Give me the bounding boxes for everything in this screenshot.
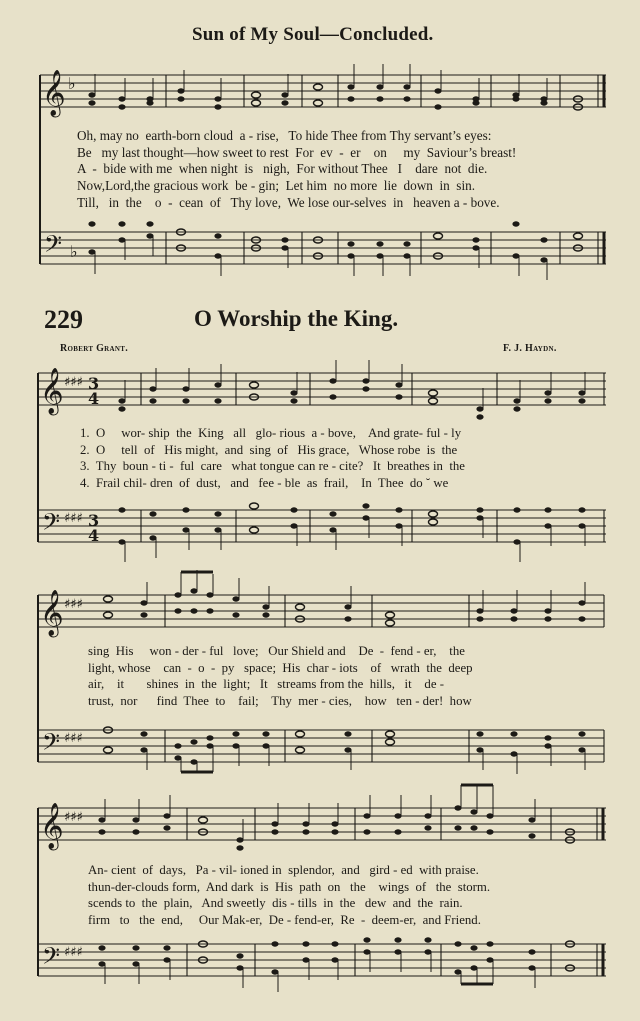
svg-text:𝄞: 𝄞 <box>42 70 66 116</box>
hymn-number: 229 <box>44 305 83 334</box>
hymn-system3-lyrics <box>88 862 490 928</box>
sun-verse-line: Till, in the o - cean of Thy love, We lose our-selves in heaven a - bove. <box>77 194 500 210</box>
svg-text:𝄢: 𝄢 <box>42 942 61 975</box>
svg-text:𝄞: 𝄞 <box>40 368 64 414</box>
verse-line: 1. O wor- ship the King all glo- rious a - bove, And grate- ful - ly <box>80 426 462 440</box>
verse-line: air, it shines in the light; It streams from the hills, it de - <box>88 677 444 691</box>
svg-text:3: 3 <box>88 374 100 393</box>
svg-text:♭: ♭ <box>68 74 76 93</box>
svg-text:𝄢: 𝄢 <box>44 230 63 263</box>
verse-line: trust, nor find Thee to fail; Thy mer - cies, how ten - der! how <box>88 693 472 708</box>
svg-text:♯♯♯: ♯♯♯ <box>64 731 83 746</box>
svg-text:4: 4 <box>88 526 100 545</box>
verse-line: 2. O tell of His might, and sing of His grace, Whose robe is the <box>80 442 458 457</box>
verse-line: 4. Frail chil- dren of dust, and fee - ble as frail, In Thee do ˘ we <box>80 475 449 490</box>
verse-line: scends to the plain, And sweetly dis - tills in the dew and the rain. <box>88 896 463 910</box>
svg-text:♯♯♯: ♯♯♯ <box>64 511 83 526</box>
verse-line: An- cient of days, Pa - vil- ioned in splendor, and gird - ed with praise. <box>88 863 479 877</box>
sun-verse-line: Now,Lord,the gracious work be - gin; Let him no more lie down in sin. <box>77 178 475 194</box>
verse-line: thun-der-clouds form, And dark is His path on the wings of the storm. <box>88 879 491 894</box>
svg-text:𝄞: 𝄞 <box>40 590 64 636</box>
svg-text:𝄢: 𝄢 <box>42 508 61 541</box>
hymn-author: Robert Grant. <box>60 343 128 354</box>
sun-verse-line: Oh, may no earth-born cloud a - rise, To hide Thee from Thy servant’s eyes: <box>77 128 492 143</box>
verse-line: sing His won - der - ful love; Our Shield and De - fend - er, the <box>88 644 465 658</box>
hymn-composer: F. J. Haydn. <box>503 343 557 354</box>
svg-text:4: 4 <box>88 389 100 408</box>
svg-text:♯♯♯: ♯♯♯ <box>64 810 83 825</box>
svg-text:♯♯♯: ♯♯♯ <box>64 597 83 612</box>
page-heading: Sun of My Soul—Concluded. <box>192 24 434 45</box>
sun-verse-line: A - bide with me when night is nigh, For without Thee I dare not die. <box>77 161 488 177</box>
hymn-title: O Worship the King. <box>194 306 399 331</box>
svg-text:𝄢: 𝄢 <box>42 728 61 761</box>
verse-line: 3. Thy boun - ti - ful care what tongue can re - cite? It breathes in the <box>80 459 465 473</box>
verse-line: firm to the end, Our Mak-er, De - fend-er, Re - deem-er, and Friend. <box>88 912 481 927</box>
svg-text:3: 3 <box>88 511 100 530</box>
svg-text:♯♯♯: ♯♯♯ <box>64 945 83 960</box>
svg-text:𝄞: 𝄞 <box>40 803 64 849</box>
verse-line: light, whose can - o - py space; His char - iots of wrath the deep <box>88 660 473 675</box>
sun-verse-line: Be my last thought—how sweet to rest For ev - er on my Saviour’s breast! <box>77 144 517 160</box>
svg-text:♯♯♯: ♯♯♯ <box>64 375 83 390</box>
svg-text:♭: ♭ <box>70 242 78 261</box>
